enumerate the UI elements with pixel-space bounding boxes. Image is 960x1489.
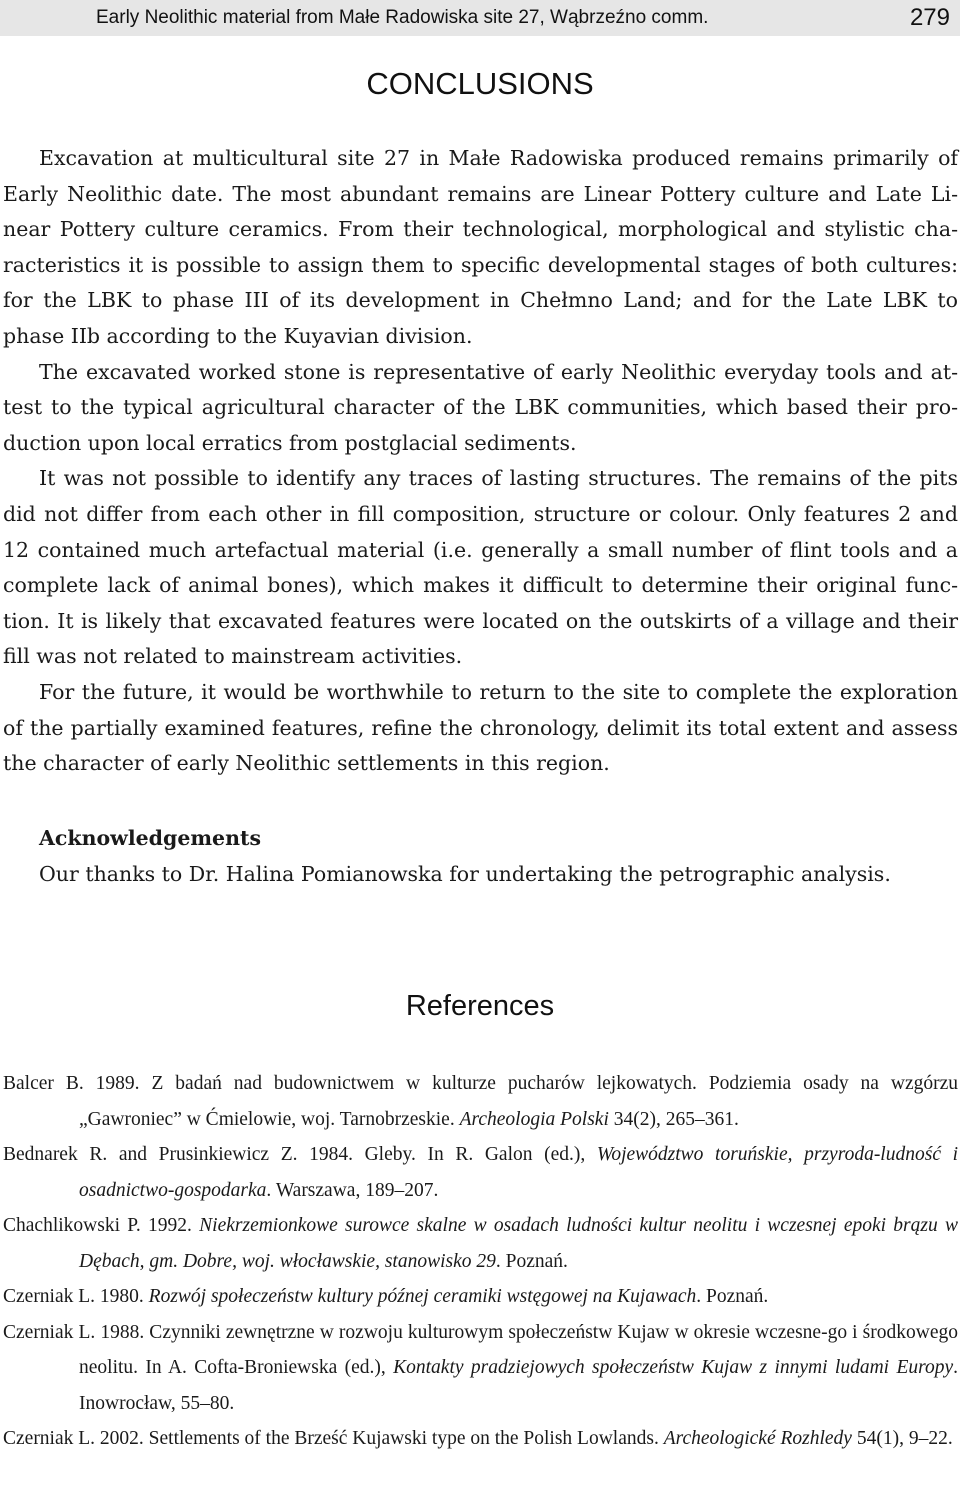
acknowledgements-text: Our thanks to Dr. Halina Pomianowska for undertaking the petrographic analysis. bbox=[39, 862, 891, 886]
reference-entry bbox=[3, 1421, 958, 1457]
references-list bbox=[3, 1066, 958, 1457]
reference-title: Kontakty pradziejowych społeczeństw Kujaw z innymi ludami Europy bbox=[393, 1357, 954, 1378]
reference-text: . Inowrocław, 55–80. bbox=[79, 1357, 958, 1414]
conclusions-body bbox=[3, 141, 958, 782]
reference-text: Balcer B. 1989. Z badań nad budownictwem w kulturze pucharów lejkowatych. Podziemia osady na wzgórzu „Gawroniec” w Ćmielowie, woj. Tarnobrzeskie. bbox=[3, 1073, 958, 1130]
paragraph: For the future, it would be worthwhile to return to the site to complete the exploration of the partially examined features, refine the chronology, delimit its total extent and assess the character of early Neolithic settlements in this region. bbox=[3, 679, 958, 776]
reference-title: Archeologické Rozhledy bbox=[663, 1428, 852, 1449]
acknowledgements-heading: Acknowledgements bbox=[39, 826, 262, 850]
reference-text: Czerniak L. 1980. bbox=[3, 1286, 149, 1307]
reference-title: Województwo toruńskie, przyroda-ludność i osadnictwo-gospodarka bbox=[79, 1144, 959, 1201]
paragraph: The excavated worked stone is representative of early Neolithic everyday tools and attest to the typical agricultural character of the LBK communities, which based their production upon local erratics from postglacial sediments. bbox=[3, 359, 958, 455]
reference-entry bbox=[3, 1137, 958, 1208]
conclusions-heading: CONCLUSIONS bbox=[366, 66, 594, 101]
reference-text: 54(1), 9–22. bbox=[851, 1428, 953, 1449]
reference-title: Archeologia Polski bbox=[459, 1108, 609, 1130]
page-number: 279 bbox=[909, 4, 950, 31]
acknowledgements-section bbox=[39, 820, 939, 892]
reference-text: . Poznań. bbox=[495, 1250, 568, 1272]
reference-text: 34(2), 265–361. bbox=[608, 1108, 739, 1130]
reference-text: . Poznań. bbox=[696, 1286, 769, 1307]
references-heading: References bbox=[405, 990, 555, 1022]
reference-title: Niekrzemionkowe surowce skalne w osadach ludności kultur neolitu i wczesnej epoki brązu w Dębach, gm. Dobre, woj. włocławskie, stanowisko 29 bbox=[79, 1215, 958, 1272]
reference-entry bbox=[3, 1066, 958, 1137]
reference-entry bbox=[3, 1279, 958, 1315]
reference-title: Rozwój społeczeństw kultury późnej ceramiki wstęgowej na Kujawach bbox=[148, 1286, 697, 1307]
running-header-title: Early Neolithic material from Małe Radowiska site 27, Wąbrzeźno comm. bbox=[96, 7, 709, 28]
reference-text: Czerniak L. 1988. Czynniki zewnętrzne w rozwoju kulturowym społeczeństw Kujaw w okresie wczesne-go i środkowego neolitu. In A. Cofta-Broniewska (ed.), bbox=[3, 1321, 958, 1378]
reference-text: Czerniak L. 2002. Settlements of the Brześć Kujawski type on the Polish Lowlands. bbox=[3, 1428, 664, 1449]
reference-text: . Warszawa, 189–207. bbox=[266, 1179, 439, 1201]
reference-entry bbox=[3, 1315, 958, 1422]
running-header bbox=[0, 0, 960, 36]
paragraph: Excavation at multicultural site 27 in Małe Radowiska produced remains primarily of Early Neolithic date. The most abundant remains are Linear Pottery culture and Late Linear Pottery culture ceramics. From their technological, morphological and stylistic characteristics it is possible to assign them to specific developmental stages of both cultures: for the LBK to phase III of its development in Chełmno Land; and for the Late LBK to phase IIb according to the Kuyavian division. bbox=[3, 146, 958, 348]
reference-entry bbox=[3, 1208, 958, 1279]
reference-text: Bednarek R. and Prusinkiewicz Z. 1984. Gleby. In R. Galon (ed.), bbox=[3, 1144, 597, 1165]
reference-text: Chachlikowski P. 1992. bbox=[3, 1215, 200, 1236]
paragraph: It was not possible to identify any traces of lasting structures. The remains of the pits did not differ from each other in fill composition, structure or colour. Only features 2 and 12 contained much artefactual material (i.e. generally a small number of flint tools and a complete lack of animal bones), which makes it difficult to determine their original function. It is likely that excavated features were located on the outskirts of a village and their fill was not related to mainstream activities. bbox=[3, 466, 958, 669]
